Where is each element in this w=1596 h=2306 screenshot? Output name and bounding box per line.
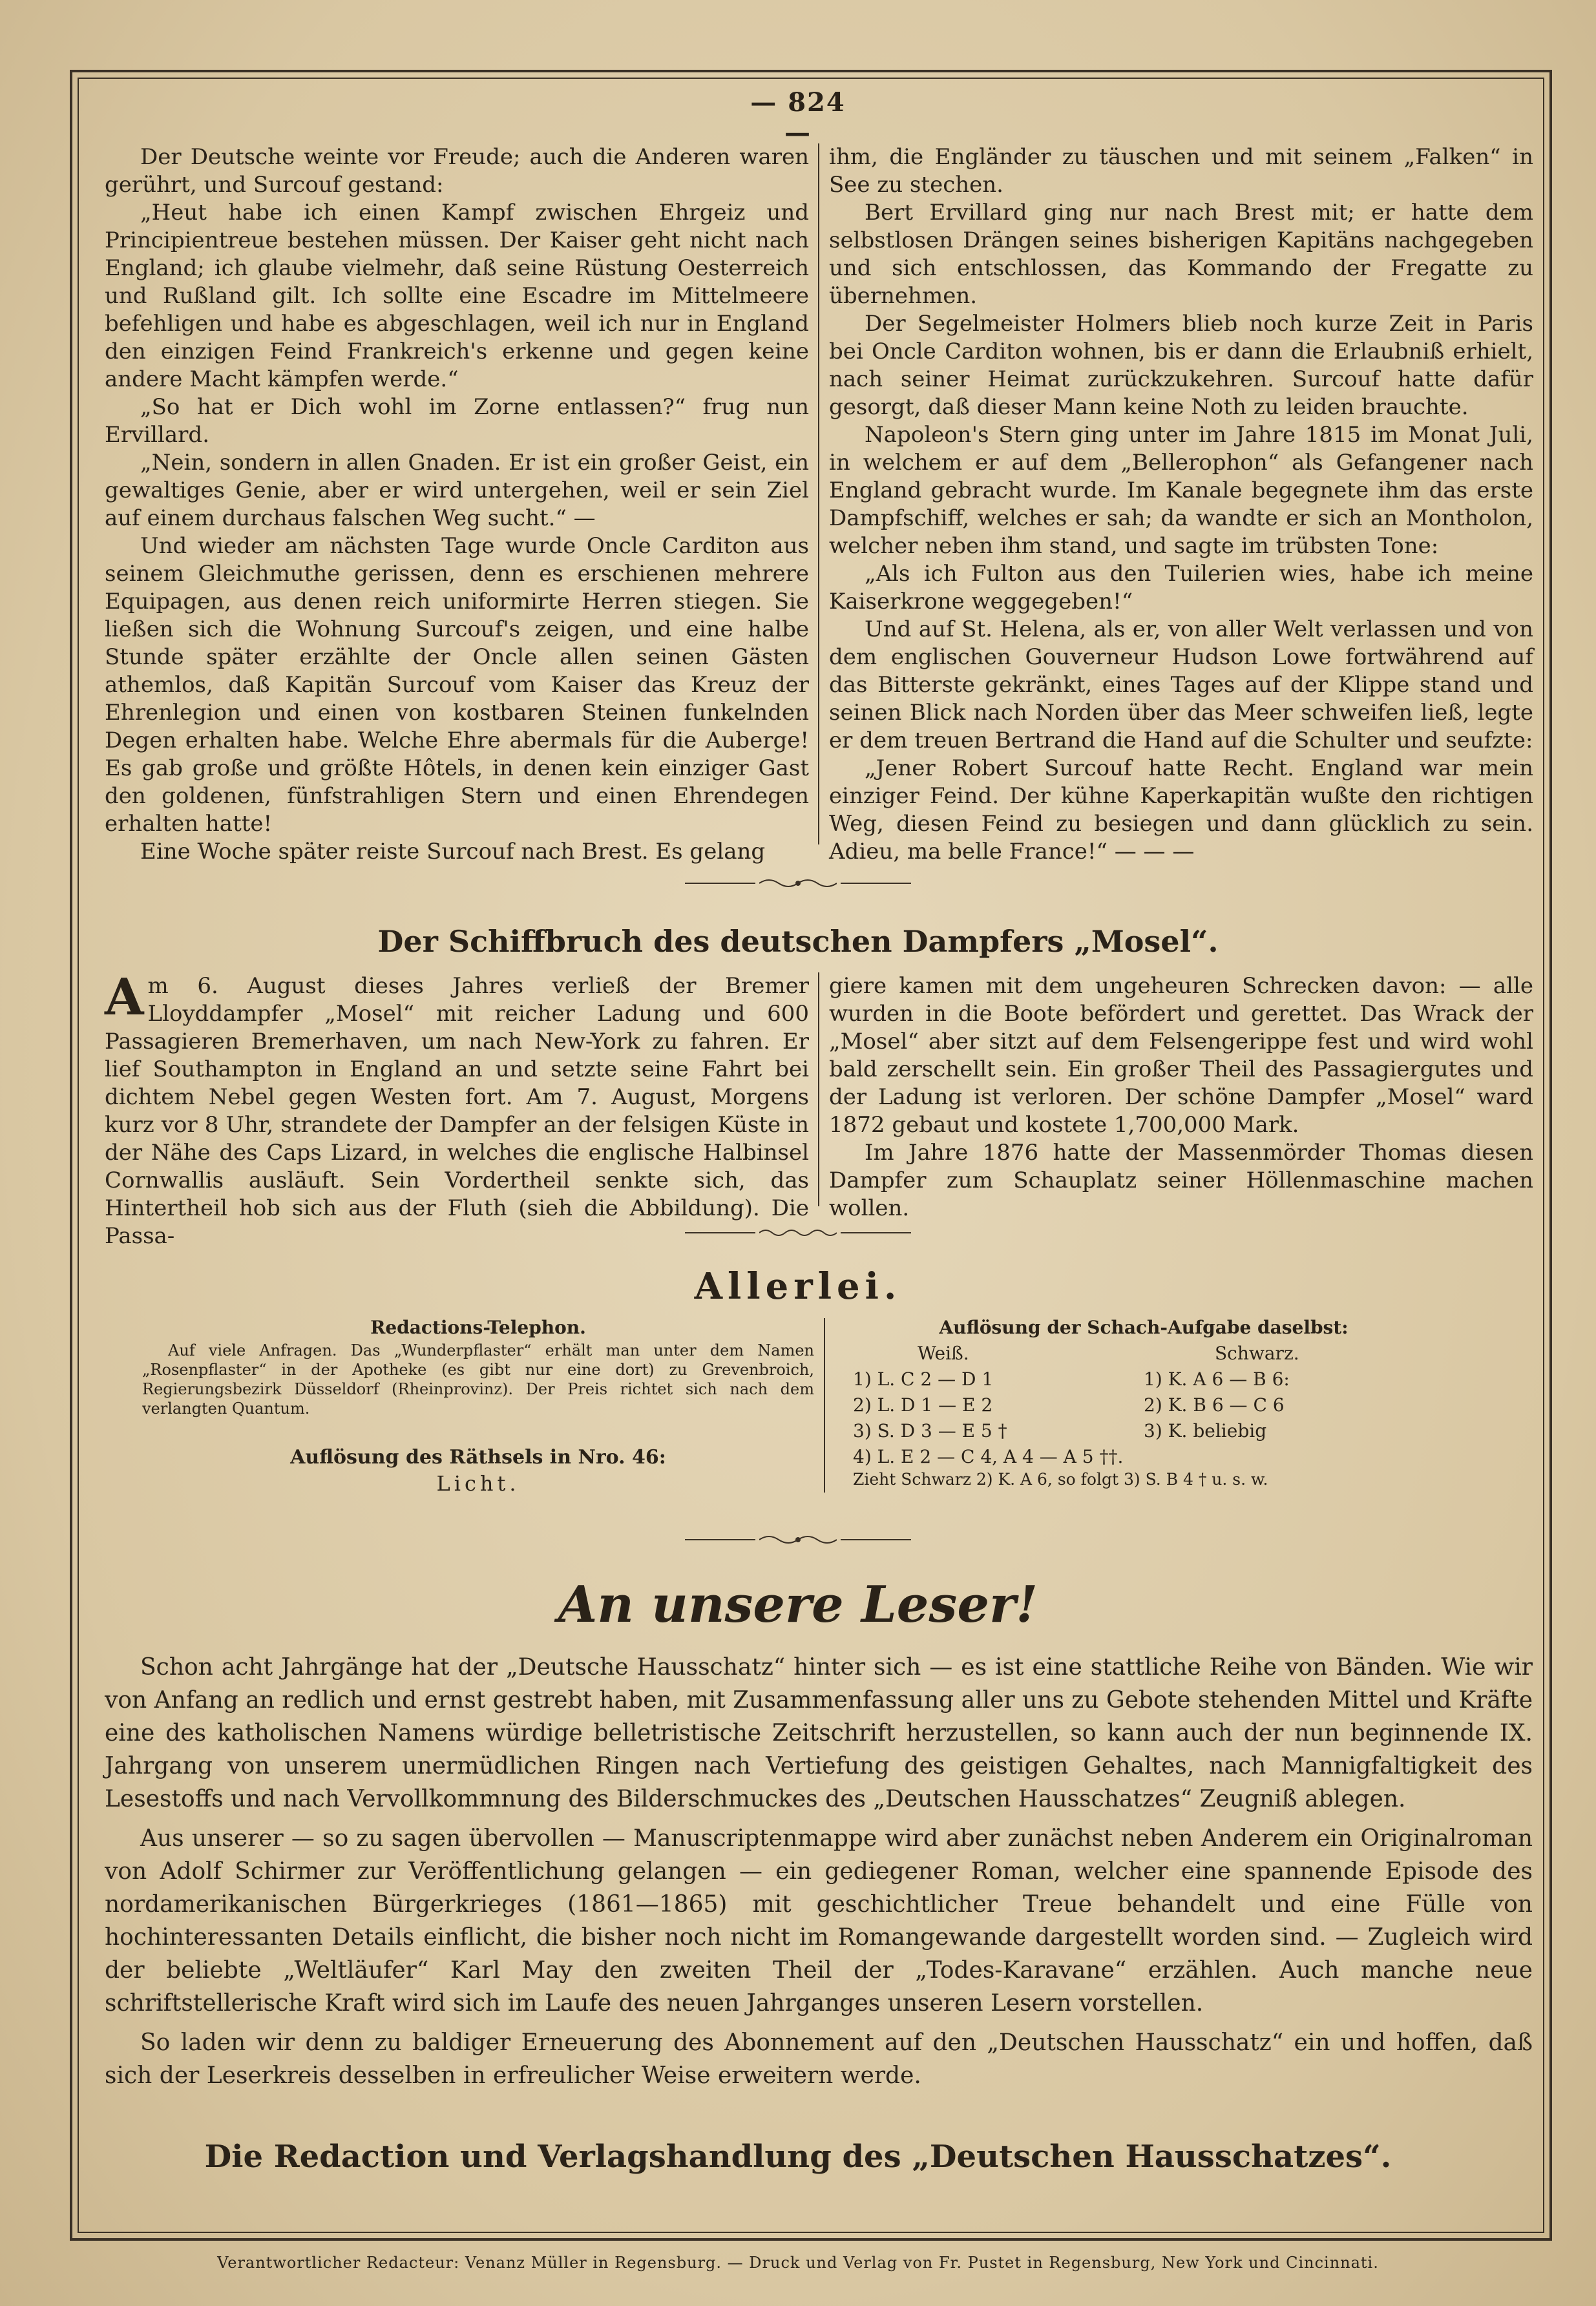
story-paragraph: „So hat er Dich wohl im Zorne entlassen?“ frug nun Ervillard.	[105, 394, 809, 448]
chess-white-move: 1) L. C 2 — D 1	[853, 1368, 994, 1390]
signature: Die Redaction und Verlagshandlung des „Deutschen Hausschatzes“.	[204, 2139, 1392, 2175]
leser-body	[105, 1651, 1533, 2092]
chess-move-row	[853, 1444, 1434, 1470]
chess-header-row	[853, 1341, 1434, 1367]
leser-heading: An unsere Leser!	[558, 1575, 1038, 1634]
chess-black-move: 1) K. A 6 — B 6:	[1144, 1368, 1290, 1390]
chess-move-row	[853, 1392, 1434, 1418]
chess-white-move: 3) S. D 3 — E 5 †	[853, 1420, 1007, 1441]
story-column-left	[105, 143, 809, 866]
flourish-icon	[759, 1532, 837, 1547]
story-paragraph: Eine Woche später reiste Surcouf nach Brest. Es gelang	[140, 839, 766, 865]
story-paragraph: Bert Ervillard ging nur nach Brest mit; er hatte dem selbstlosen Drängen seines bisherigen Kapitäns nachgegeben und sich entschlossen, das Kommando der Fregatte zu übernehmen.	[829, 200, 1533, 309]
drop-cap: A	[105, 968, 144, 1027]
telephon-title: Redactions-Telephon.	[370, 1317, 586, 1338]
raethsel-answer: Licht.	[436, 1471, 520, 1496]
leser-paragraph: Schon acht Jahrgänge hat der „Deutsche Hausschatz“ hinter sich — es ist eine stattliche Reihe von Bänden. Wie wir von Anfang an redlich und ernst gestrebt haben, mit Zusammenfassung aller uns zu Gebote stehenden Mittel und Kräfte eine des katholischen Namens würdige belletristische Zeitschrift herzustellen, so kann auch der nun beginnende IX. Jahrgang von unserem unermüdlichen Ringen nach Vertiefung des geistigen Gehaltes, nach Mannigfaltigkeit des Lesestoffs und nach Vervollkommnung des Bilderschmuckes des „Deutschen Hausschatzes“ Zeugniß ablegen.	[105, 1654, 1533, 1812]
mosel-paragraph: m 6. August dieses Jahres verließ der Bremer Lloyddampfer „Mosel“ mit reicher Ladung und 600 Passagieren Bremerhaven, um nach New-York zu fahren. Er lief Southampton in England an und setzte seine Fahrt bei dichtem Nebel gegen Westen fort. Am 7. August, Morgens kurz vor 8 Uhr, strandete der Dampfer an der felsigen Küste in der Nähe des Caps Lizard, in welches die englische Halbinsel Cornwallis ausläuft. Sein Vordertheil senkte sich, das Hintertheil hob sich aus der Fluth (sieh die Abbildung). Die Passa-	[105, 973, 809, 1249]
mosel-paragraph: giere kamen mit dem ungeheuren Schrecken davon: — alle wurden in die Boote befördert und gerettet. Das Wrack der „Mosel“ aber sitzt auf dem Felsengerippe fest und wird wohl bald zerschellt sein. Ein großer Theil des Passagiergutes und der Ladung ist verloren. Der schöne Dampfer „Mosel“ ward 1872 gebaut und kostete 1,700,000 Mark.	[829, 973, 1533, 1138]
leser-paragraph: So laden wir denn zu baldiger Erneuerung des Abonnement auf den „Deutschen Hausschatz“ ein und hoffen, daß sich der Leserkreis desselben in erfreulicher Weise erweitern werde.	[105, 2029, 1533, 2089]
chess-black-header: Schwarz.	[1215, 1343, 1299, 1364]
imprint-footer: Verantwortlicher Redacteur: Venanz Müller in Regensburg. — Druck und Verlag von Fr. Pustet in Regensburg, New York und Cincinnati.	[217, 2254, 1379, 2272]
chess-move-row	[853, 1418, 1434, 1444]
ornament-divider	[685, 874, 911, 893]
story-column-right	[829, 143, 1533, 866]
story-paragraph: Napoleon's Stern ging unter im Jahre 1815 im Monat Juli, in welchem er auf dem „Bellerophon“ als Gefangener nach England gebracht wurde. Im Kanale begegnete ihm das erste Dampfschiff, welches er sah; da wandte er sich an Montholon, welcher neben ihm stand, und sagte im trübsten Tone:	[829, 422, 1533, 559]
chess-move-row	[853, 1367, 1434, 1392]
mosel-column-left	[105, 968, 809, 1250]
story-paragraph: „Als ich Fulton aus den Tuilerien wies, habe ich meine Kaiserkrone weggegeben!“	[829, 561, 1533, 614]
chess-white-header: Weiß.	[918, 1343, 969, 1364]
chess-white-move: 4) L. E 2 — C 4, A 4 — A 5 ††.	[853, 1446, 1124, 1467]
column-divider	[818, 143, 819, 844]
story-paragraph: „Heut habe ich einen Kampf zwischen Ehrgeiz und Principientreue bestehen müssen. Der Kaiser geht nicht nach England; ich glaube vielmehr, daß seine Rüstung Oesterreich und Rußland gilt. Ich sollte eine Escadre im Mittelmeere befehligen und habe es abgeschlagen, weil ich nur in England den einzigen Feind Frankreich's erkenne und gegen keine andere Macht kämpfen werde.“	[105, 200, 809, 392]
chess-black-move: 3) K. beliebig	[1144, 1420, 1267, 1441]
story-paragraph: ihm, die Engländer zu täuschen und mit seinem „Falken“ in See zu stechen.	[829, 144, 1533, 198]
story-paragraph: Der Deutsche weinte vor Freude; auch die Anderen waren gerührt, und Surcouf gestand:	[105, 144, 809, 198]
flourish-icon	[759, 875, 837, 891]
chess-note: Zieht Schwarz 2) K. A 6, so folgt 3) S. B 4 † u. s. w.	[853, 1470, 1268, 1489]
chess-white-move: 2) L. D 1 — E 2	[853, 1394, 993, 1416]
mosel-heading: Der Schiffbruch des deutschen Dampfers „Mosel“.	[377, 924, 1219, 959]
raethsel-title: Auflösung des Räthsels in Nro. 46:	[290, 1446, 666, 1469]
chess-title: Auflösung der Schach-Aufgabe daselbst:	[939, 1317, 1349, 1338]
ornament-divider	[685, 1223, 911, 1242]
ornament-divider	[685, 1530, 911, 1549]
allerlei-heading: Allerlei.	[694, 1265, 902, 1308]
story-paragraph: Der Segelmeister Holmers blieb noch kurze Zeit in Paris bei Oncle Carditon wohnen, bis er dann die Erlaubniß erhielt, nach seiner Heimat zurückzukehren. Surcouf hatte dafür gesorgt, daß dieser Mann keine Noth zu leiden brauchte.	[829, 311, 1533, 420]
column-divider	[818, 972, 819, 1206]
leser-paragraph: Aus unserer — so zu sagen übervollen — Manuscriptenmappe wird aber zunächst neben Anderem ein Originalroman von Adolf Schirmer zur Veröffentlichung gelangen — ein gediegener Roman, welcher eine spannende Episode des nordamerikanischen Bürgerkrieges (1861—1865) mit geschichtlicher Treue behandelt und eine Fülle von hochinteressanten Details einflicht, die bisher noch nicht im Romangewande dargestellt worden sind. — Zugleich wird der beliebte „Weltläufer“ Karl May den zweiten Theil der „Todes-Karavane“ erzählen. Auch manche neue schriftstellerische Kraft wird sich im Laufe des neuen Jahrganges unseren Lesern vorstellen.	[105, 1825, 1533, 2017]
column-divider	[824, 1318, 825, 1493]
page-number: — 824 —	[750, 87, 846, 148]
flourish-icon	[759, 1225, 837, 1241]
chess-section	[853, 1315, 1434, 1489]
story-paragraph: „Jener Robert Surcouf hatte Recht. England war mein einziger Feind. Der kühne Kaperkapitän wußte den richtigen Weg, diesen Feind zu besiegen und dann glücklich zu sein. Adieu, ma belle France!“ — — —	[829, 755, 1533, 865]
story-paragraph: Und wieder am nächsten Tage wurde Oncle Carditon aus seinem Gleichmuthe gerissen, denn es erschienen mehrere Equipagen, aus denen reich uniformirte Herren stiegen. Sie ließen sich die Wohnung Surcouf's zeigen, und eine halbe Stunde später erzählte der Oncle allen seinen Gästen athemlos, daß Kapitän Surcouf vom Kaiser das Kreuz der Ehrenlegion und einen von kostbaren Steinen funkelnden Degen erhalten habe. Welche Ehre abermals für die Auberge! Es gab große und größte Hôtels, in denen kein einziger Gast den goldenen, fünfstrahligen Stern und einen Ehrendegen erhalten hatte!	[105, 533, 809, 837]
story-paragraph: „Nein, sondern in allen Gnaden. Er ist ein großer Geist, ein gewaltiges Genie, aber er wird untergehen, weil er sein Ziel auf einem durchaus falschen Weg sucht.“ —	[105, 450, 809, 531]
mosel-paragraph: Im Jahre 1876 hatte der Massenmörder Thomas diesen Dampfer zum Schauplatz seiner Höllenmaschine machen wollen.	[829, 1140, 1533, 1221]
telephon-text: Auf viele Anfragen. Das „Wunderpflaster“ erhält man unter dem Namen „Rosenpflaster“ in der Apotheke (es gibt nur eine dort) zu Grevenbroich, Regierungsbezirk Düsseldorf (Rheinprovinz). Der Preis richtet sich nach dem verlangten Quantum.	[142, 1341, 814, 1418]
story-paragraph: Und auf St. Helena, als er, von aller Welt verlassen und von dem englischen Gouverneur Hudson Lowe fortwährend auf das Bitterste gekränkt, eines Tages auf der Klippe stand und seinen Blick nach Norden über das Meer schweifen ließ, legte er dem treuen Bertrand die Hand auf die Schulter und seufzte:	[829, 616, 1533, 753]
mosel-column-right	[829, 972, 1533, 1222]
chess-black-move: 2) K. B 6 — C 6	[1144, 1394, 1285, 1416]
telephon-section	[142, 1315, 814, 1496]
